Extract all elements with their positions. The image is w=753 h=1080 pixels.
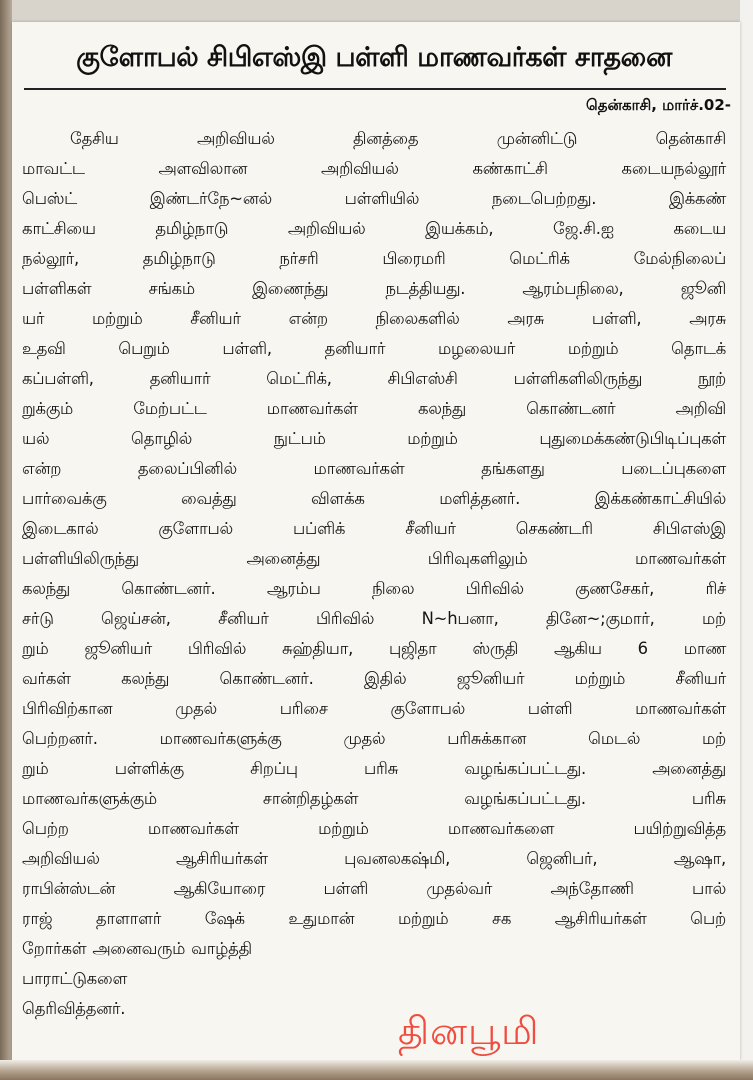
body-line: வர்கள் கலந்து கொண்டனர். இதில் ஜூனியர் மற்றும் சீனியர் bbox=[22, 669, 726, 688]
body-line: கலந்து கொண்டனர். ஆரம்ப நிலை பிரிவில் குணசேகர், ரிச் bbox=[22, 579, 726, 598]
body-line: தெரிவித்தனர். bbox=[22, 999, 126, 1018]
body-line bbox=[22, 934, 726, 994]
body-line: ராபின்ஸ்டன் ஆகியோரை பள்ளி முதல்வர் அந்தோணி பால் bbox=[22, 879, 726, 898]
body-line: பார்வைக்கு வைத்து விளக்க மளித்தனர். இக்கண்காட்சியில் bbox=[22, 489, 726, 508]
body-line: ராஜ் தாளாளர் ஷேக் உதுமான் மற்றும் சக ஆசிரியர்கள் பெற் bbox=[22, 909, 726, 928]
body-line-part: றோர்கள் அனைவரும் வாழ்த்தி bbox=[22, 939, 252, 958]
body-line: பள்ளிகள் சங்கம் இணைந்து நடத்தியது. ஆரம்பநிலை, ஜூனி bbox=[22, 279, 726, 298]
bottom-edge-shadow bbox=[0, 1060, 753, 1080]
body-line: றும் ஜூனியர் பிரிவில் சுஹ்தியா, புஜிதா ஸ்ருதி ஆகிய 6 மாண bbox=[22, 639, 726, 658]
body-line: சர்டு ஜெய்சன், சீனியர் பிரிவில் N~hபனா, தினே~;குமார், மற் bbox=[22, 609, 726, 628]
body-line: காட்சியை தமிழ்நாடு அறிவியல் இயக்கம், ஜே.சி.ஐ கடைய bbox=[22, 219, 726, 238]
body-line: என்ற தலைப்பினில் மாணவர்கள் தங்களது படைப்புகளை bbox=[22, 459, 726, 478]
body-line: றும் பள்ளிக்கு சிறப்பு பரிசு வழங்கப்பட்டது. அனைத்து bbox=[22, 759, 726, 778]
body-line: பள்ளியிலிருந்து அனைத்து பிரிவுகளிலும் மாணவர்கள் bbox=[22, 549, 726, 568]
body-line: உதவி பெறும் பள்ளி, தனியார் மழலையர் மற்றும் தொடக் bbox=[22, 339, 726, 358]
body-line: தேசிய அறிவியல் தினத்தை முன்னிட்டு தென்காசி bbox=[70, 129, 726, 148]
body-line: றுக்கும் மேற்பட்ட மாணவர்கள் கலந்து கொண்டனர் அறிவி bbox=[22, 399, 726, 418]
body-line: யர் மற்றும் சீனியர் என்ற நிலைகளில் அரசு பள்ளி, அரசு bbox=[22, 309, 726, 328]
right-edge-margin bbox=[740, 0, 753, 1080]
body-line: பெற்ற மாணவர்கள் மற்றும் மாணவர்களை பயிற்றுவித்த bbox=[22, 819, 726, 838]
article-body bbox=[22, 124, 726, 1024]
body-line: பெஸ்ட் இண்டர்நே~னல் பள்ளியில் நடைபெற்றது. இக்கண் bbox=[22, 189, 726, 208]
body-line: நல்லூர், தமிழ்நாடு நர்சரி பிரைமரி மெட்ரிக் மேல்நிலைப் bbox=[22, 249, 726, 268]
body-line: இடைகால் குளோபல் பப்ளிக் சீனியர் செகண்டரி சிபிஎஸ்இ bbox=[22, 519, 726, 538]
body-line: மாணவர்களுக்கும் சான்றிதழ்கள் வழங்கப்பட்டது. பரிசு bbox=[22, 789, 726, 808]
headline-rule bbox=[24, 88, 726, 90]
body-line: மாவட்ட அளவிலான அறிவியல் கண்காட்சி கடையநல்லூர் bbox=[22, 159, 726, 178]
body-line-part: பாராட்டுகளை bbox=[22, 969, 128, 988]
body-line: கப்பள்ளி, தனியார் மெட்ரிக், சிபிஎஸ்சி பள்ளிகளிலிருந்து நூற் bbox=[22, 369, 726, 388]
headline: குளோபல் சிபிஎஸ்இ பள்ளி மாணவர்கள் சாதனை bbox=[76, 42, 672, 73]
dateline: தென்காசி, மார்ச்.02- bbox=[586, 96, 731, 114]
body-line: அறிவியல் ஆசிரியர்கள் புவனலகஷ்மி, ஜெனிபர், ஆஷா, bbox=[22, 849, 726, 868]
dinaboomi-watermark: தினபூமி bbox=[398, 1009, 540, 1053]
body-line: பிரிவிற்கான முதல் பரிசை குளோபல் பள்ளி மாணவர்கள் bbox=[22, 699, 726, 718]
left-edge-shadow bbox=[0, 0, 12, 1080]
body-line: யல் தொழில் நுட்பம் மற்றும் புதுமைக்கண்டுபிடிப்புகள் bbox=[22, 429, 726, 448]
body-line: பெற்றனர். மாணவர்களுக்கு முதல் பரிசுக்கான மெடல் மற் bbox=[22, 729, 726, 748]
